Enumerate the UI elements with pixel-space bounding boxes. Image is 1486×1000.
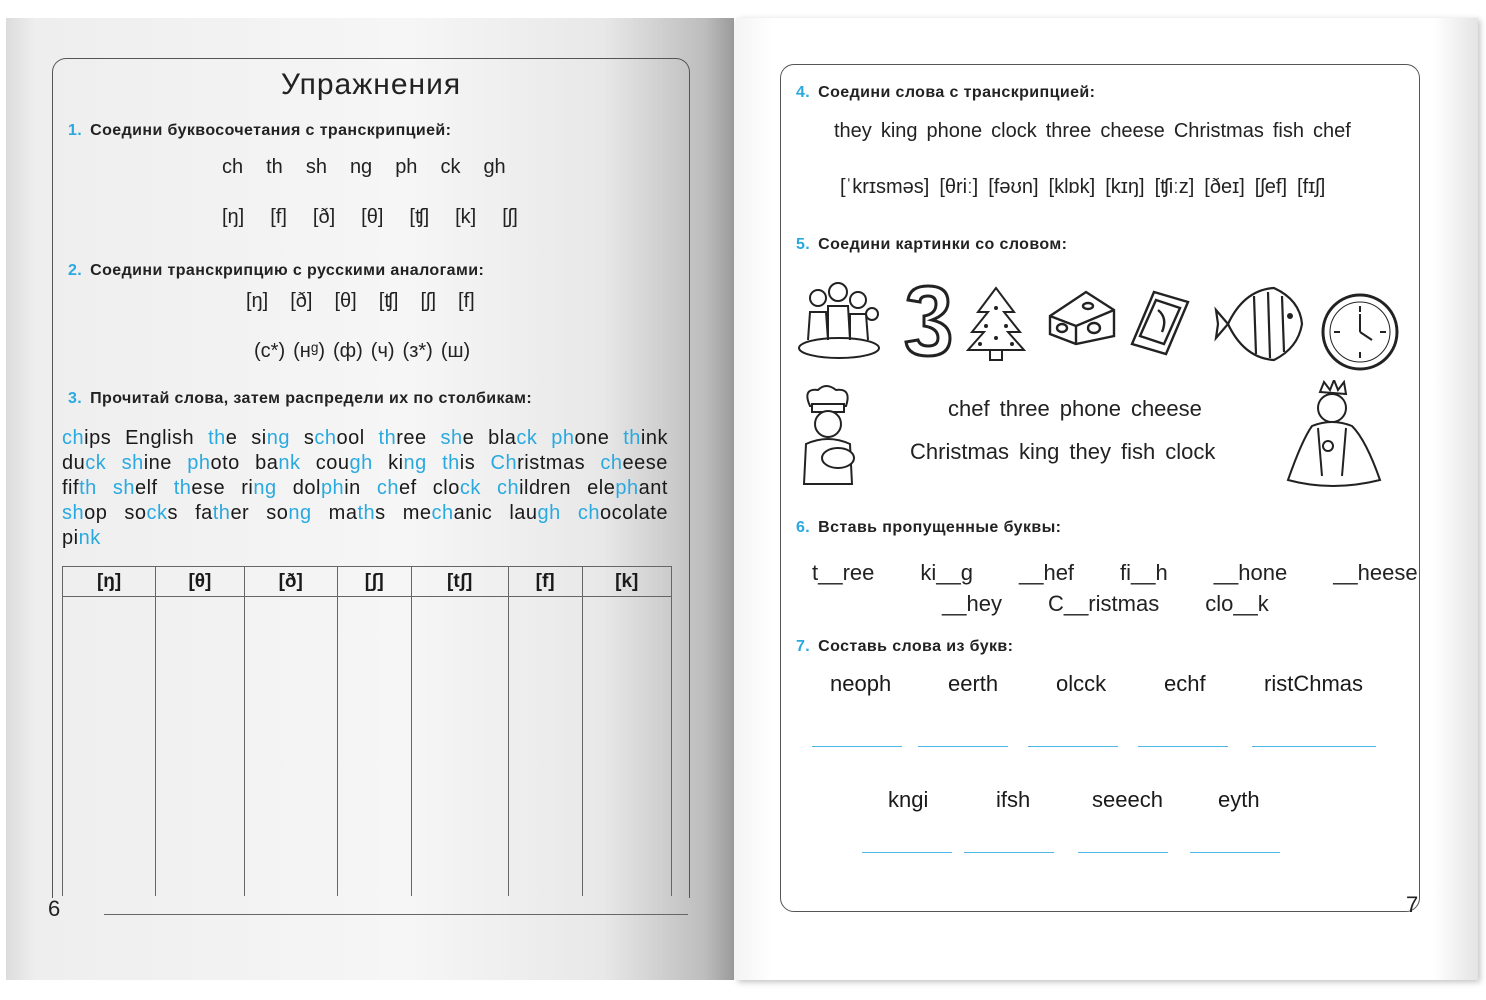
transcription: [fəʊn] [988,176,1039,198]
highlighted-letters: ph [320,477,345,499]
highlighted-letters: th [623,427,641,449]
sound-column-header: [θ] [156,567,244,597]
practice-word [442,451,475,476]
word-part: oto [210,452,240,474]
exercise-3-word-block [62,426,668,551]
word: king [1019,439,1060,464]
highlighted-letters: ng [266,427,290,449]
gap-word: __hef [1018,560,1075,585]
exercise-1-transcriptions [222,206,518,229]
scrambled-word: eyth [1218,787,1260,812]
highlighted-letters: ch [314,427,337,449]
sound-column-header: [ʃ] [337,567,411,597]
clock-icon [1320,292,1400,372]
highlighted-letters: th [212,502,231,524]
gap-word: fi__h [1120,560,1168,585]
word-part: so [266,502,289,524]
transcription: [ʧiːz] [1154,176,1195,198]
word: clock [991,120,1037,142]
practice-word [587,476,668,501]
exercise-1-heading [68,122,451,140]
word-line [62,426,668,451]
highlighted-letters: ck [85,452,107,474]
exercise-2-transcriptions [246,290,475,313]
highlighted-letters: th [378,427,397,449]
transcription: [ʃ] [420,290,437,312]
sound-column-header: [ŋ] [63,567,156,597]
answer-blank-5[interactable] [1252,746,1376,747]
practice-word [600,451,668,476]
practice-word [62,426,111,451]
sound-column-cell[interactable] [63,597,156,897]
highlighted-letters: ck [146,502,168,524]
russian-analog: (нᵍ) [293,340,326,362]
word: fish [1120,439,1156,464]
word-part: me [402,502,432,524]
transcription: [f] [458,290,475,312]
practice-word [187,451,240,476]
sounds-table-body[interactable] [63,597,672,897]
letter-combination: ng [349,156,373,178]
word-part: eese [622,452,668,474]
word: fish [1272,120,1304,142]
cheese-icon [1046,286,1118,348]
word: chef [1312,120,1351,142]
highlighted-letters: th [357,502,376,524]
sound-column-header: [ð] [244,567,337,597]
letter-combination: ck [440,156,461,178]
exercise-2-number: 2. [68,262,83,279]
highlighted-letters: gh [537,502,561,524]
transcription: [ʧ] [409,206,430,228]
exercise-5-word-line-2 [910,439,1215,465]
word: three [1045,120,1092,142]
highlighted-letters: th [79,477,97,499]
sound-column-header: [tʃ] [411,567,508,597]
highlighted-letters: th [173,477,192,499]
exercise-6-number: 6. [796,519,811,536]
exercise-1-text: Соедини буквосочетания с транскрипцией: [90,122,452,139]
scrambled-word: ifsh [996,787,1031,812]
scrambled-word: seeech [1092,787,1163,812]
highlighted-letters: ch [600,452,623,474]
word-part: fif [62,477,80,499]
practice-word [491,451,586,476]
letter-combination: ch [222,156,244,178]
practice-word [304,426,365,451]
scrambled-word: olcck [1056,671,1107,696]
practice-word [488,426,537,451]
practice-word [251,426,290,451]
sound-column-cell[interactable] [508,597,582,897]
exercise-5-number: 5. [796,236,811,253]
word-part: ri [241,477,254,499]
word: they [834,120,872,142]
word-part: ristmas [517,452,586,474]
word: clock [1165,439,1216,464]
highlighted-letters: ch [376,477,399,499]
sound-column-header: [k] [582,567,671,597]
word-part: ink [640,427,668,449]
word: Christmas [1173,120,1264,142]
word-part: ant [638,477,668,499]
exercise-3-text: Прочитай слова, затем распредели их по столбикам: [90,390,533,407]
answer-blank-7[interactable] [964,852,1054,853]
answer-blank-1[interactable] [812,746,902,747]
word-part: op [84,502,108,524]
word: they [1069,439,1111,464]
highlighted-letters: th [442,452,460,474]
word-part: s [167,502,179,524]
transcription: [ʃef] [1254,176,1288,198]
gap-word: __hey [942,591,1002,616]
word-part: lau [509,502,538,524]
highlighted-letters: ck [459,477,481,499]
word-part: e [225,427,238,449]
word: cheese [1100,120,1165,142]
sound-column-cell[interactable] [337,597,411,897]
transcription: [θriː] [939,176,979,198]
exercise-5-word-line-1 [948,396,1202,422]
transcription: [ðeɪ] [1204,176,1245,198]
word-part: si [251,427,267,449]
transcription: [ʧ] [378,290,399,312]
sounds-table-header [63,567,672,597]
highlighted-letters: nk [78,527,101,549]
sound-column-header: [f] [508,567,582,597]
highlighted-letters: ph [187,452,211,474]
practice-word [255,451,300,476]
practice-word [62,501,107,526]
practice-word [113,476,158,501]
highlighted-letters: ng [253,477,277,499]
practice-word [266,501,311,526]
russian-analog: (ф) [333,340,363,362]
practice-word [509,501,560,526]
transcription: [klɒk] [1048,176,1096,198]
sound-column-cell[interactable] [244,597,337,897]
practice-word [433,476,481,501]
letter-combination: ph [395,156,418,178]
christmas-tree-icon [966,282,1026,362]
transcription: [ŋ] [222,206,245,228]
highlighted-letters: sh [121,452,144,474]
highlighted-letters: gh [349,452,373,474]
scrambled-word: ristChmas [1264,671,1364,696]
transcription: [ʃ] [502,206,518,228]
word-part: lish [162,427,195,449]
word: phone [1059,396,1121,421]
word: cheese [1130,396,1202,421]
word-part: anic [453,502,493,524]
practice-word [377,476,417,501]
exercise-4-text: Соедини слова с транскрипцией: [818,84,1096,101]
practice-word [403,501,493,526]
word-part: ree [396,427,427,449]
word-part: fa [195,502,213,524]
transcription: [θ] [361,206,384,228]
russian-analog: (с*) [254,340,286,362]
scrambled-word: neoph [830,671,892,696]
number-three-icon [902,282,954,360]
answer-blank-6[interactable] [862,852,952,853]
answer-blank-8[interactable] [1078,852,1168,853]
practice-word [388,451,427,476]
exercise-1-letters [222,156,506,179]
gap-word: t__ree [812,560,875,585]
practice-word [208,426,237,451]
word-part: er [230,502,250,524]
highlighted-letters: ng [403,452,427,474]
word-part: ef [399,477,417,499]
practice-word [195,501,249,526]
word-part: ips [84,427,112,449]
exercise-5-heading [796,236,1067,254]
exercise-4-transcriptions [840,176,1325,199]
letter-combination: sh [305,156,327,178]
highlighted-letters: th [208,427,226,449]
exercise-5-text: Соедини картинки со словом: [818,236,1068,253]
transcription: [θ] [334,290,357,312]
exercise-6-text: Вставь пропущенные буквы: [818,519,1062,536]
exercise-7-heading [796,638,1013,656]
gap-word: __hone [1213,560,1288,585]
word: chef [948,396,990,421]
word-part: ool [336,427,365,449]
highlighted-letters: sh [112,477,135,499]
word-part: cou [315,452,350,474]
practice-word [174,476,225,501]
word: three [999,396,1050,421]
word-part: dol [292,477,321,499]
letter-combination: gh [483,156,506,178]
highlighted-letters: ch [577,502,600,524]
highlighted-letters: Ch [490,452,518,474]
family-icon [796,280,882,362]
scrambled-word: echf [1164,671,1206,696]
gap-word: __heese [1333,560,1418,585]
word-part: ki [388,452,404,474]
gap-word: ki__g [920,560,973,585]
word-part: elf [134,477,158,499]
word: king [880,120,918,142]
exercise-4-number: 4. [796,84,811,101]
practice-word [578,501,668,526]
page-title: Упражнения [280,68,462,101]
word-part: ocolate [599,502,668,524]
exercise-4-heading [796,84,1095,102]
practice-word [125,426,194,451]
word: Christmas [910,439,1010,464]
highlighted-letters: ph [615,477,639,499]
transcription: [f] [270,206,287,228]
exercise-6-heading [796,519,1061,537]
word-line [62,501,668,526]
highlighted-letters: nk [278,452,301,474]
exercise-4-words [834,120,1351,143]
practice-word [441,426,475,451]
practice-word [122,451,172,476]
sound-column-cell[interactable] [411,597,508,897]
practice-word [379,426,427,451]
exercise-2-russian [254,340,470,363]
left-footer-line [104,914,688,915]
word-part: ma [328,502,358,524]
word-part: du [62,452,86,474]
practice-word [241,476,276,501]
sounds-table [62,566,672,896]
transcription: [ˈkrɪsməs] [840,176,930,198]
word-line [62,476,668,501]
fish-icon [1214,284,1306,364]
king-icon [1282,380,1384,490]
answer-blank-4[interactable] [1138,746,1228,747]
word-part: s [375,502,386,524]
transcription: [k] [455,206,477,228]
highlighted-letters: ck [516,427,538,449]
gap-word: clo__k [1205,591,1269,616]
transcription: [ŋ] [246,290,269,312]
word-part: e [462,427,475,449]
transcription: [kɪŋ] [1105,176,1145,198]
answer-blank-9[interactable] [1190,852,1280,853]
sound-column-cell[interactable] [582,597,671,897]
exercise-6-line-2 [942,591,1269,617]
exercise-2-text: Соедини транскрипцию с русскими аналогами: [90,262,485,279]
highlighted-letters: ch [62,427,85,449]
exercise-2-heading [68,262,484,280]
answer-blank-2[interactable] [918,746,1008,747]
russian-analog: (з*) [402,340,433,362]
highlighted-letters: sh [440,427,463,449]
practice-word [62,476,97,501]
word-part: in [344,477,361,499]
answer-blank-3[interactable] [1028,746,1118,747]
russian-analog: (ш) [440,340,471,362]
highlighted-letters: ch [431,502,454,524]
word-part: ildren [519,477,572,499]
practice-word [623,426,668,451]
highlighted-letters: ph [551,427,575,449]
word-part: ese [191,477,226,499]
exercise-1-number: 1. [68,122,83,139]
exercise-6-line-1 [812,560,1418,586]
word-part: ba [255,452,279,474]
transcription: [ð] [312,206,336,228]
word-part: bla [488,427,517,449]
transcription: [ð] [290,290,313,312]
word-line [62,451,668,476]
exercise-7-number: 7. [796,638,811,655]
word-part: one [574,427,610,449]
right-page-number: 7 [1406,892,1419,917]
transcription: [fɪʃ] [1297,176,1326,198]
word-part: is [459,452,476,474]
word-part: so [124,502,147,524]
practice-word [551,426,609,451]
practice-word [62,526,101,551]
chef-icon [792,384,866,488]
practice-word [497,476,571,501]
phone-icon [1128,288,1192,358]
practice-word [329,501,386,526]
highlighted-letters: sh [62,502,85,524]
practice-word [124,501,178,526]
scrambled-word: kngi [888,787,929,812]
practice-word [293,476,361,501]
exercise-3-heading [68,390,532,408]
sound-column-cell[interactable] [156,597,244,897]
word-part: Eng [125,427,163,449]
russian-analog: (ч) [370,340,395,362]
word-part: clo [432,477,460,499]
word-part: ine [143,452,172,474]
highlighted-letters: ch [496,477,520,499]
practice-word [316,451,373,476]
exercise-3-number: 3. [68,390,83,407]
left-page-number: 6 [48,896,61,921]
word-part: s [303,427,315,449]
word-part: pi [62,527,79,549]
word-part: ele [587,477,616,499]
scrambled-word: eerth [948,671,999,696]
letter-combination: th [266,156,283,178]
word-line [62,526,668,551]
exercise-7-text: Составь слова из букв: [818,638,1014,655]
gap-word: C__ristmas [1047,591,1160,616]
highlighted-letters: ng [288,502,312,524]
word: phone [926,120,983,142]
practice-word [62,451,106,476]
